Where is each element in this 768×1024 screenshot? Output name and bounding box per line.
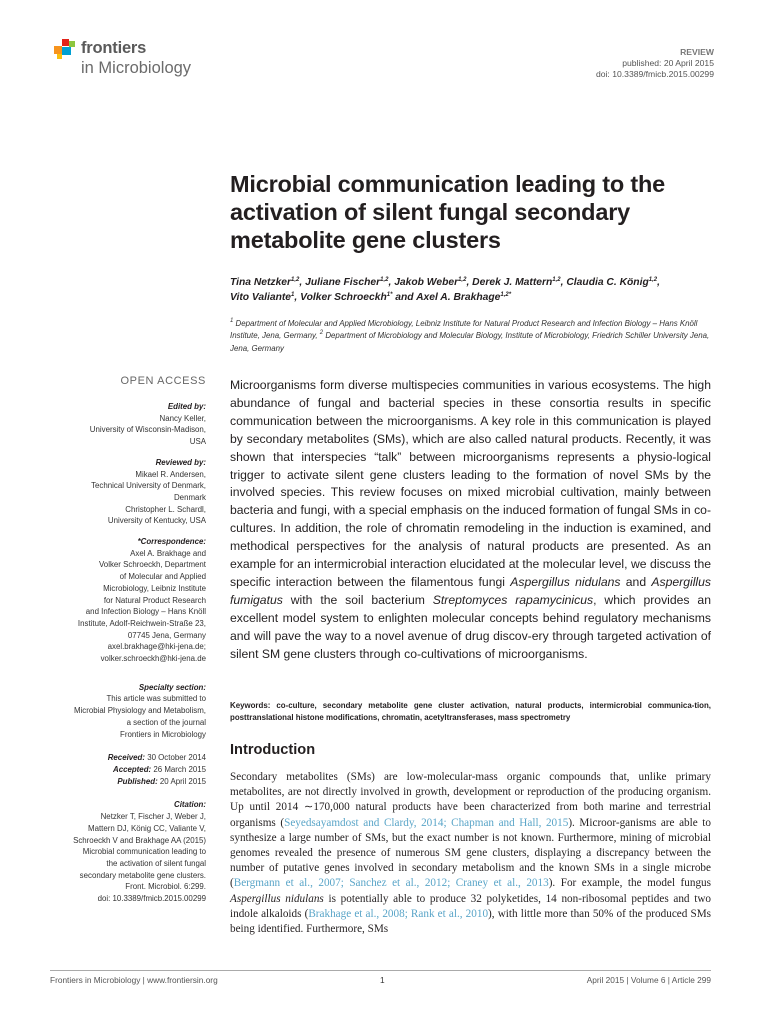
logo-text-journal: in Microbiology [81, 59, 192, 77]
article-sidebar [50, 375, 206, 905]
footer-journal[interactable]: Frontiers in Microbiology | www.frontiersin.org [50, 975, 218, 985]
correspondence-line: Microbiology, Leibniz Institute [103, 583, 206, 593]
section-heading-introduction: Introduction [230, 742, 316, 758]
specialty-heading: Specialty section: [138, 682, 206, 692]
article-title: Microbial communication leading to the activation of silent fungal secondary metabolite gene clusters [230, 171, 666, 253]
correspondence-line: Volker Schroeckh, Department [98, 560, 206, 570]
correspondence-line: Axel A. Brakhage and [130, 548, 206, 558]
keywords [230, 700, 711, 723]
correspondence-line: Institute, Adolf-Reichwein-Straße 23, [77, 618, 206, 628]
author[interactable]: Jakob Weber$^{1,2}$ [394, 277, 467, 288]
specialty-line: This article was submitted to [106, 694, 206, 704]
citation-line: Front. Microbiol. 6:299. [125, 882, 206, 892]
logo-text-frontiers: frontiers [81, 39, 147, 57]
specialty-line: Microbial Physiology and Metabolism, [73, 706, 206, 716]
email-link[interactable]: axel.brakhage@hki-jena.de; [107, 642, 206, 652]
citation-line: the activation of silent fungal [106, 858, 206, 868]
keywords-text: co-culture, secondary metabolite gene cluster activation, natural products, intermicrobial communica-tion, posttranslational histone modifications, chromatin, acetyltransferases, mass spectrometry [230, 701, 711, 722]
correspondence-line: 07745 Jena, Germany [127, 630, 206, 640]
reviewer-line: Denmark [173, 492, 206, 502]
citation-link[interactable]: Bergmann et al., 2007; Sanchez et al., 2012; Craney et al., 2013 [233, 877, 549, 890]
reviewer-line: Christopher L. Schardl, [125, 504, 206, 514]
specialty-line: a section of the journal [126, 717, 206, 727]
article-type: REVIEW [680, 47, 714, 57]
reviewer-line: University of Kentucky, USA [107, 516, 206, 526]
citation-link[interactable]: Brakhage et al., 2008; Rank et al., 2010 [308, 907, 489, 920]
frontiers-logo-icon [54, 39, 78, 61]
author[interactable]: Vito Valiante$^1$ [230, 292, 295, 303]
reviewer-line: Technical University of Denmark, [91, 481, 206, 491]
citation-link[interactable]: Seyedsayamdost and Clardy, 2014; Chapman and Hall, 2015 [284, 816, 569, 829]
article-header-info [596, 47, 714, 80]
citation-line: Schroeckh V and Brakhage AA (2015) [73, 835, 206, 845]
specialty-line: Frontiers in Microbiology [120, 729, 206, 739]
page-number: 1 [380, 975, 385, 985]
email-link[interactable]: volker.schroeckh@hki-jena.de [100, 654, 206, 664]
open-access-label: OPEN ACCESS [120, 375, 206, 387]
abstract: Microorganisms form diverse multispecies communities in various ecosystems. The high abundance of fungal and bacterial species in these consortia results in specific communication between the microorganisms. A key role in this communication is played by secondary metabolites (SMs), which are also called natural products. Recently, it was shown that interspecies “talk” between microorganisms represents a physio-logical trigger to activate silent gene clusters leading to the formation of novel SMs by the involved species. This review focuses on mixed microbial cultivation, mainly between bacteria and fungi, with a special emphasis on the induced formation of fungal SMs in co-cultures. In addition, the role of chromatin remodeling in the induction is examined, and methodical perspectives for the analysis of natural products are presented. As an example for an intermicrobial interaction elucidated at the molecular level, we discuss the specific interaction between the filamentous fungi Aspergillus nidulans and Aspergillus fumigatus with the soil bacterium Streptomyces rapamycinicus, which provides an excellent model system to enlighten molecular concepts behind regulatory mechanisms and will pave the way to a novel avenue of drug discov-ery through targeted activation of silent SM gene clusters through co-cultivations of microorganisms. [230, 378, 712, 661]
editor-line: University of Wisconsin-Madison, [89, 425, 206, 435]
correspondence-line: for Natural Product Research [103, 595, 206, 605]
citation-line: Mattern DJ, König CC, Valiante V, [88, 823, 206, 833]
affiliations: $^1$ Department of Molecular and Applied Microbiology, Leibniz Institute for Natural Product Research and Infection Biology – Hans Knöll Institute, Jena, Germany, $^2$ Department of Microbiology and Molecular Biology, Institute of Microbiology, Friedrich Schiller University Jena, Jena, Germany [230, 318, 710, 353]
correspondence-heading: *Correspondence: [137, 537, 206, 547]
author[interactable]: Tina Netzker$^{1,2}$ [230, 277, 300, 288]
citation-doi[interactable]: doi: 10.3389/fmicb.2015.00299 [97, 894, 206, 904]
author-list: Tina Netzker$^{1,2}$, Juliane Fischer$^{1,2}$, Jakob Weber$^{1,2}$, Derek J. Mattern$^{1,2}$, Claudia C. König$^{1,2}$, Vito Valiante$^1$, Volker Schroeckh$^{1*}$ and Axel A. Brakhage$^{1,2*}$ [230, 277, 660, 303]
author[interactable]: Volker Schroeckh$^{1*}$ [300, 292, 393, 303]
edited-by-heading: Edited by: [167, 402, 206, 411]
editor-line: USA [189, 437, 206, 447]
author[interactable]: Derek J. Mattern$^{1,2}$ [472, 277, 561, 288]
keywords-label: Keywords: [230, 701, 271, 710]
author[interactable]: Claudia C. König$^{1,2}$ [566, 277, 658, 288]
author[interactable]: Juliane Fischer$^{1,2}$ [305, 277, 389, 288]
correspondence-line: and Infection Biology – Hans Knöll [85, 607, 206, 617]
doi[interactable]: doi: 10.3389/fmicb.2015.00299 [595, 69, 714, 79]
citation-line: secondary metabolite gene clusters. [79, 870, 206, 880]
reviewed-by-heading: Reviewed by: [155, 457, 206, 467]
reviewer-line: Mikael R. Andersen, [135, 469, 206, 479]
citation-line: Netzker T, Fischer J, Weber J, [100, 812, 206, 822]
citation-heading: Citation: [174, 800, 206, 810]
received-date: Received: 30 October 2014 [107, 753, 206, 763]
accepted-date: Accepted: 26 March 2015 [113, 764, 206, 774]
journal-logo [54, 37, 224, 87]
citation-line: Microbial communication leading to [82, 847, 206, 857]
published-date: published: 20 April 2015 [622, 58, 714, 68]
author[interactable]: Axel A. Brakhage$^{1,2*}$ [416, 292, 512, 303]
published-date-side: Published: 20 April 2015 [117, 776, 206, 786]
editor-line: Nancy Keller, [159, 413, 206, 423]
correspondence-line: of Molecular and Applied [119, 572, 206, 582]
footer-divider [50, 970, 711, 971]
introduction-body: Secondary metabolites (SMs) are low-molecular-mass organic compounds that, unlike primary metabolites, are not directly involved in growth, development or reproduction of the producing organism. Up until 2014 ∼170,000 natural products have been characterized from both marine and terrestrial organisms (Seyedsayamdost and Clardy, 2014; Chapman and Hall, 2015). Microor-ganisms are able to synthesize a large number of SMs, but the exact number is not known. Furthermore, mining of microbial genomes revealed the presence of numerous SM gene clusters, displaying a discrepancy between the number of putative genes involved in secondary metabolism and the known SMs in a single microbe (Bergmann et al., 2007; Sanchez et al., 2012; Craney et al., 2013). For example, the model fungus Aspergillus nidulans is potentially able to produce 32 polyketides, 14 non-ribosomal peptides and two indole alkaloids (Brakhage et al., 2008; Rank et al., 2010), with little more than 50% of the produced SMs being identified. Furthermore, SMs [230, 771, 712, 936]
footer-issue: April 2015 | Volume 6 | Article 299 [586, 975, 711, 985]
